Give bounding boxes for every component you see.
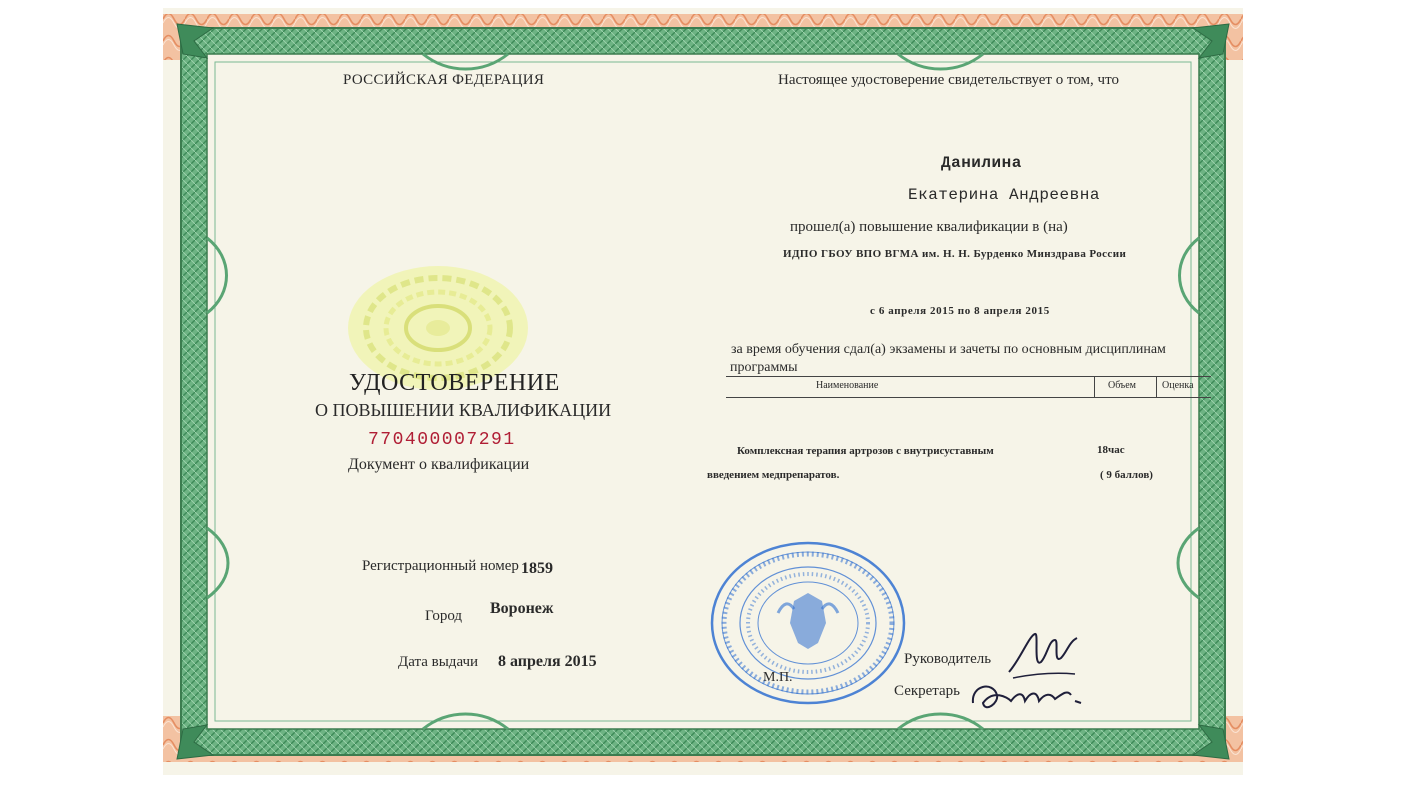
city: Воронеж <box>490 600 554 617</box>
column-divider <box>1094 377 1095 397</box>
document-subtitle: О ПОВЫШЕНИИ КВАЛИФИКАЦИИ <box>315 400 612 420</box>
secretary-signature <box>963 673 1093 723</box>
document-type: Документ о квалификации <box>348 456 530 473</box>
city-label: Город <box>425 608 463 624</box>
discipline-score: ( 9 баллов) <box>1100 469 1153 481</box>
training-period: с 6 апреля 2015 по 8 апреля 2015 <box>870 305 1050 317</box>
issue-date: 8 апреля 2015 <box>498 653 597 670</box>
holder-surname: Данилина <box>941 154 1022 172</box>
registration-number: 1859 <box>521 560 553 577</box>
column-name-header: Наименование <box>816 380 879 391</box>
discipline-name-line2: введением медпрепаратов. <box>707 469 840 481</box>
exams-text-line1: за время обучения сдал(а) экзамены и зачеты по основным дисциплинам <box>731 342 1166 357</box>
passed-training-text: прошел(а) повышение квалификации в (на) <box>790 219 1068 235</box>
certificate-intro: Настоящее удостоверение свидетельствует о том, что <box>778 72 1119 88</box>
column-volume-header: Объем <box>1108 380 1136 391</box>
seal-place-label: М.П. <box>763 670 793 685</box>
document-title: УДОСТОВЕРЕНИЕ <box>349 370 560 396</box>
holder-given-names: Екатерина Андреевна <box>908 186 1100 204</box>
registration-number-label: Регистрационный номер <box>362 558 519 574</box>
column-grade-header: Оценка <box>1162 380 1194 391</box>
exams-text-line2: программы <box>730 360 798 375</box>
document-number: 770400007291 <box>368 430 516 450</box>
head-signature-label: Руководитель <box>904 651 992 667</box>
issue-date-label: Дата выдачи <box>398 654 479 670</box>
disciplines-table-header <box>726 376 1211 398</box>
column-divider <box>1156 377 1157 397</box>
discipline-name-line1: Комплексная терапия артрозов с внутрисуставным <box>737 445 994 457</box>
official-stamp <box>708 538 908 708</box>
certificate <box>163 8 1243 775</box>
institution-name: ИДПО ГБОУ ВПО ВГМА им. Н. Н. Бурденко Минздрава России <box>783 248 1127 260</box>
discipline-hours: 18час <box>1097 444 1125 456</box>
secretary-signature-label: Секретарь <box>894 683 961 699</box>
country-label: РОССИЙСКАЯ ФЕДЕРАЦИЯ <box>343 72 545 88</box>
